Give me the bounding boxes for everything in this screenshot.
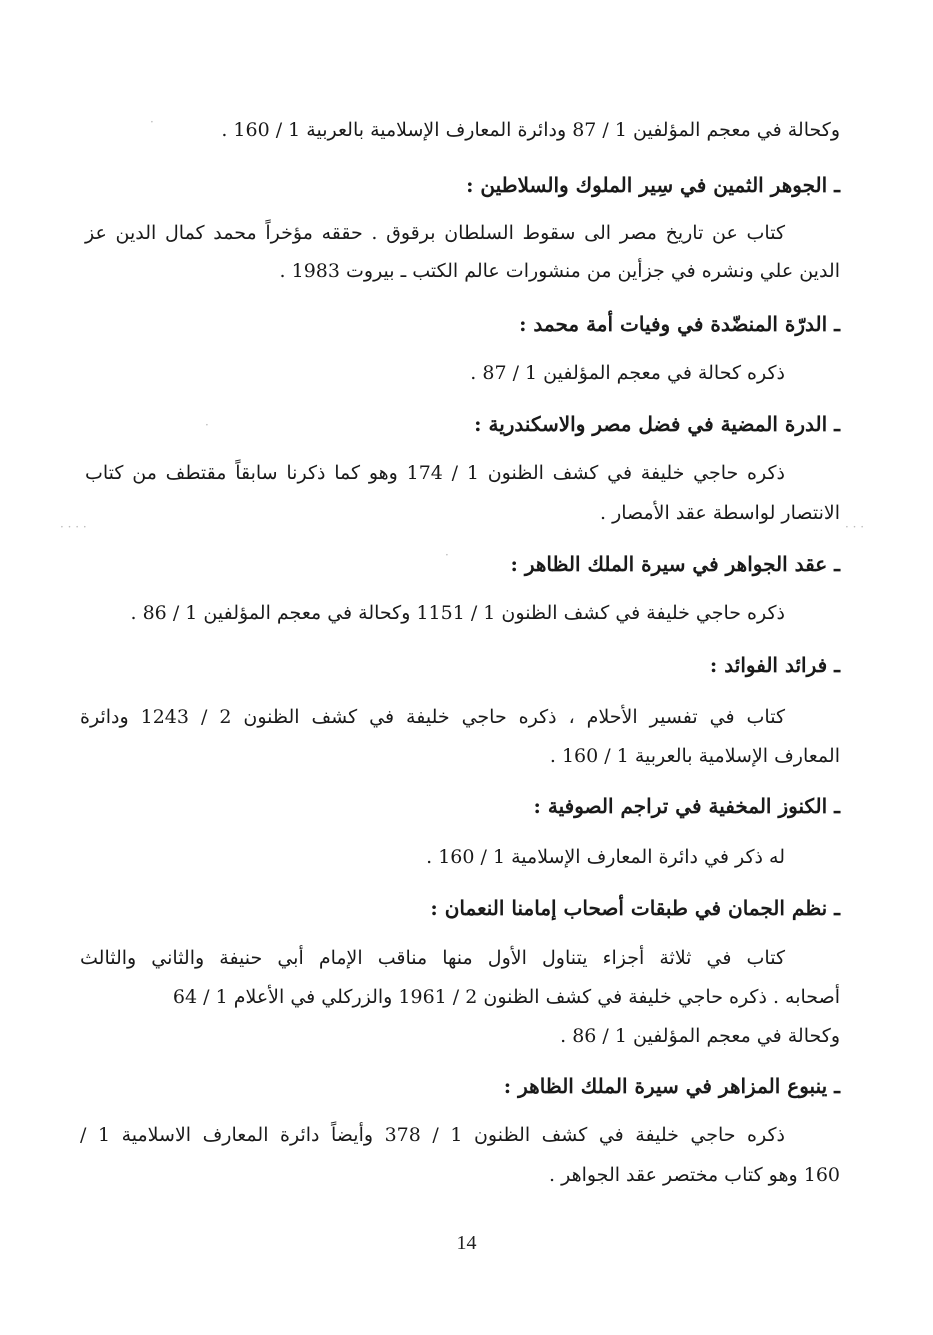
scan-speck: · · · [845, 520, 865, 534]
text-line: الدين علي ونشره في جزأين من منشورات عالم الكتب ـ بيروت 1983 . [279, 260, 840, 282]
entry-heading: ـ الكنوز المخفية في تراجم الصوفية : [533, 794, 840, 818]
entry-heading: ـ الجوهر الثمين في سِير الملوك والسلاطين : [466, 173, 840, 197]
scan-speck: · · · · [60, 520, 87, 534]
text-line: كتاب في تفسير الأحلام ، ذكره حاجي خليفة في كشف الظنون 2 / 1243 ودائرة [80, 706, 785, 728]
entry-heading: ـ الدرّة المنضّدة في وفيات أمة محمد : [519, 312, 840, 336]
text-line: المعارف الإسلامية بالعربية 1 / 160 . [549, 745, 840, 767]
text-line: كتاب عن تاريخ مصر الى سقوط السلطان برقوق . حققه مؤخراً محمد كمال الدين عز [85, 222, 785, 244]
entry-heading: ـ عقد الجواهر في سيرة الملك الظاهر : [510, 552, 840, 576]
text-line: ذكره كحالة في معجم المؤلفين 1 / 87 . [470, 362, 785, 384]
scan-speck: · [150, 115, 154, 129]
text-line: الانتصار لواسطة عقد الأمصار . [599, 502, 840, 524]
text-line: 160 وهو كتاب مختصر عقد الجواهر . [549, 1164, 840, 1186]
scan-speck: · [205, 418, 209, 432]
text-line: أصحابه . ذكره حاجي خليفة في كشف الظنون 2 / 1961 والزركلي في الأعلام 1 / 64 [172, 986, 840, 1008]
entry-heading: ـ الدرة المضية في فضل مصر والاسكندرية : [474, 412, 840, 436]
text-line: وكحالة في معجم المؤلفين 1 / 86 . [560, 1025, 840, 1047]
text-line: وكحالة في معجم المؤلفين 1 / 87 ودائرة المعارف الإسلامية بالعربية 1 / 160 . [221, 119, 840, 141]
entry-heading: ـ ينبوع المزاهر في سيرة الملك الظاهر : [503, 1074, 840, 1098]
entry-heading: ـ نظم الجمان في طبقات أصحاب إمامنا النعمان : [430, 896, 840, 920]
entry-heading: ـ فرائد الفوائد : [709, 653, 840, 677]
text-line: كتاب في ثلاثة أجزاء يتناول الأول منها مناقب الإمام أبي حنيفة والثاني والثالث [80, 947, 785, 969]
page-number: 14 [456, 1232, 477, 1254]
text-line: ذكره حاجي خليفة في كشف الظنون 1 / 378 وأيضاً دائرة المعارف الاسلامية 1 / [80, 1124, 785, 1146]
text-line: ذكره حاجي خليفة في كشف الظنون 1 / 174 وهو كما ذكرنا سابقاً مقتطف من كتاب [85, 462, 785, 484]
text-line: له ذكر في دائرة المعارف الإسلامية 1 / 160 . [426, 846, 785, 868]
scan-speck: · [445, 548, 449, 562]
text-line: ذكره حاجي خليفة في كشف الظنون 1 / 1151 وكحالة في معجم المؤلفين 1 / 86 . [130, 602, 785, 624]
